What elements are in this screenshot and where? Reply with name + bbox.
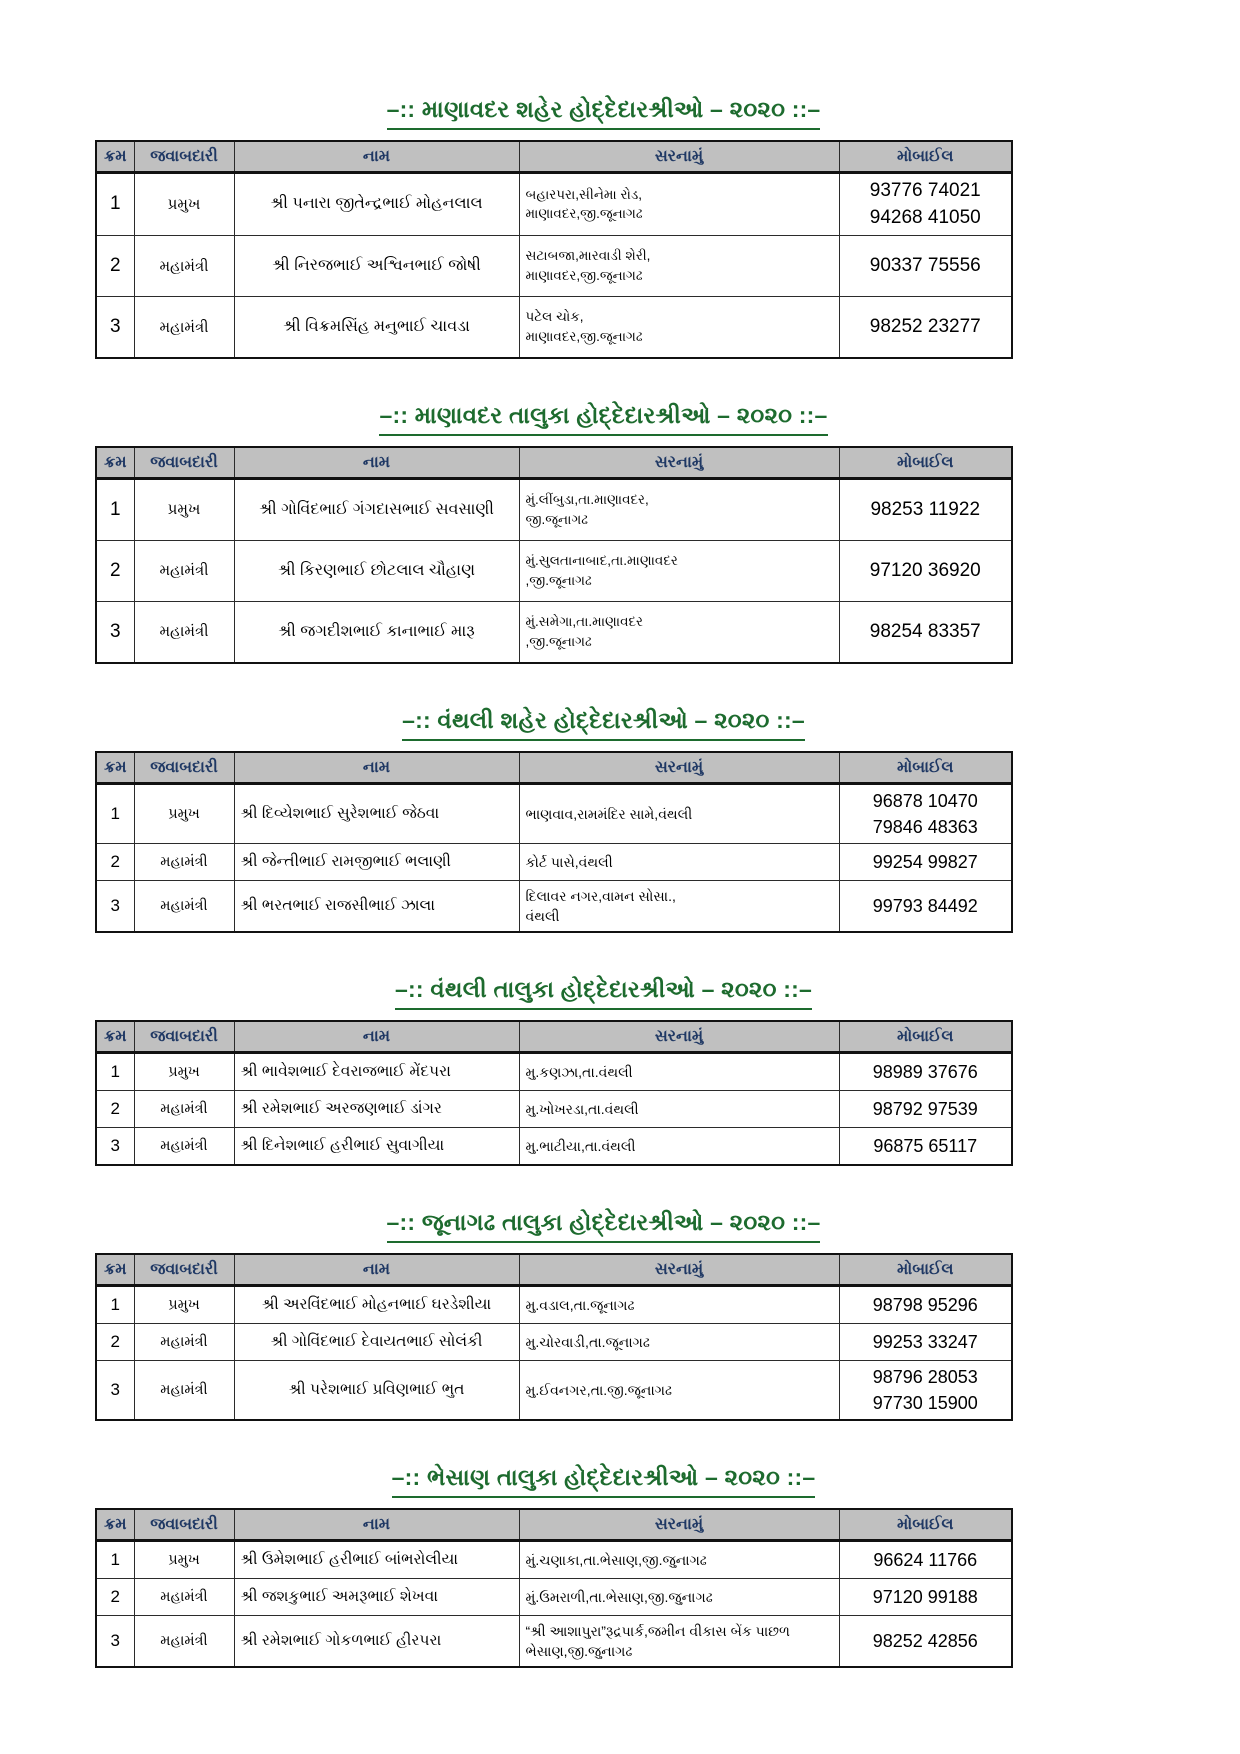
cell-person-name: શ્રી નિરજભાઈ અશ્વિનભાઈ જોષી bbox=[234, 236, 519, 297]
table-header-row bbox=[96, 752, 1012, 784]
text-line: “શ્રી આશાપુરા”રૂદ્રપાર્ક,જમીન વીકાસ બેંક પાછળ bbox=[525, 1622, 790, 1639]
column-header-address: સરનામું bbox=[519, 447, 839, 479]
text-line: બહારપરા,સીનેમા રોડ, bbox=[525, 186, 642, 202]
column-header-address: સરનામું bbox=[519, 1254, 839, 1286]
cell-serial-number: 2 bbox=[96, 1579, 134, 1616]
table-header-row bbox=[96, 1254, 1012, 1286]
cell-address bbox=[519, 1616, 839, 1668]
section-title: –:: જૂનાગઢ તાલુકા હોદ્દેદારશ્રીઓ – ૨૦૨૦ ::– bbox=[387, 1208, 821, 1243]
cell-serial-number: 2 bbox=[96, 236, 134, 297]
officer-section bbox=[95, 706, 1112, 933]
text-line: ,જી.જૂનાગઢ bbox=[525, 572, 592, 588]
cell-person-name: શ્રી રમેશભાઈ અરજણભાઈ ડાંગર bbox=[234, 1091, 519, 1128]
cell-address bbox=[519, 297, 839, 359]
table-row bbox=[96, 783, 1012, 843]
text-line: માણાવદર,જી.જૂનાગઢ bbox=[525, 268, 643, 284]
cell-designation: મહામંત્રી bbox=[134, 1323, 234, 1360]
table-row bbox=[96, 1579, 1012, 1616]
section-title: –:: વંથલી તાલુકા હોદ્દેદારશ્રીઓ – ૨૦૨૦ ::– bbox=[395, 975, 812, 1010]
cell-address: મું.ચણાકા,તા.ભેસાણ,જી.જુનાગઢ bbox=[519, 1541, 839, 1579]
table-header-row bbox=[96, 1021, 1012, 1053]
text-line: પટેલ ચોક, bbox=[525, 309, 584, 325]
text-line: વંથલી bbox=[525, 908, 560, 925]
cell-address bbox=[519, 540, 839, 601]
text-line: સટાબજા,મારવાડી શેરી, bbox=[525, 248, 651, 264]
table-row bbox=[96, 1285, 1012, 1323]
column-header-mobile: મોબાઈલ bbox=[839, 1254, 1012, 1286]
cell-address: ભાણવાવ,રામમંદિર સામે,વંથલી bbox=[519, 783, 839, 843]
table-row bbox=[96, 881, 1012, 933]
table-row bbox=[96, 1091, 1012, 1128]
cell-serial-number: 3 bbox=[96, 1616, 134, 1668]
cell-serial-number: 1 bbox=[96, 783, 134, 843]
cell-designation: મહામંત્રી bbox=[134, 1579, 234, 1616]
cell-mobile-number bbox=[839, 1360, 1012, 1420]
column-header-name: નામ bbox=[234, 141, 519, 173]
table-row bbox=[96, 1360, 1012, 1420]
cell-person-name: શ્રી રમેશભાઈ ગોકળભાઈ હીરપરા bbox=[234, 1616, 519, 1668]
column-header-role: જવાબદારી bbox=[134, 141, 234, 173]
text-line: 97730 15900 bbox=[872, 1393, 978, 1414]
cell-person-name: શ્રી પરેશભાઈ પ્રવિણભાઈ ભુત bbox=[234, 1360, 519, 1420]
column-header-krm: ક્રમ bbox=[96, 1254, 134, 1286]
cell-person-name: શ્રી કિરણભાઈ છોટલાલ ચૌહાણ bbox=[234, 540, 519, 601]
text-line: 98796 28053 bbox=[872, 1366, 978, 1387]
table-row bbox=[96, 601, 1012, 663]
table-header-row bbox=[96, 1509, 1012, 1541]
column-header-krm: ક્રમ bbox=[96, 752, 134, 784]
cell-mobile-number: 99254 99827 bbox=[839, 844, 1012, 881]
cell-address bbox=[519, 478, 839, 540]
cell-person-name: શ્રી ઉમેશભાઈ હરીભાઈ બાંભરોલીયા bbox=[234, 1541, 519, 1579]
cell-mobile-number: 99253 33247 bbox=[839, 1323, 1012, 1360]
column-header-mobile: મોબાઈલ bbox=[839, 141, 1012, 173]
column-header-name: નામ bbox=[234, 1509, 519, 1541]
cell-person-name: શ્રી ગોવિંદભાઈ ગંગદાસભાઈ સવસાણી bbox=[234, 478, 519, 540]
column-header-name: નામ bbox=[234, 1254, 519, 1286]
officer-section bbox=[95, 1208, 1112, 1421]
column-header-name: નામ bbox=[234, 752, 519, 784]
cell-address: મુ.કણઝા,તા.વંથલી bbox=[519, 1053, 839, 1091]
cell-address: કોર્ટ પાસે,વંથલી bbox=[519, 844, 839, 881]
section-title: –:: વંથલી શહેર હોદ્દેદારશ્રીઓ – ૨૦૨૦ ::– bbox=[402, 706, 805, 741]
cell-mobile-number: 99793 84492 bbox=[839, 881, 1012, 933]
cell-mobile-number: 96875 65117 bbox=[839, 1128, 1012, 1166]
cell-address: મુ.ખોખરડા,તા.વંથલી bbox=[519, 1091, 839, 1128]
column-header-mobile: મોબાઈલ bbox=[839, 1509, 1012, 1541]
cell-designation: મહામંત્રી bbox=[134, 844, 234, 881]
text-line: માણાવદર,જી.જૂનાગઢ bbox=[525, 329, 643, 345]
table-row bbox=[96, 1541, 1012, 1579]
cell-serial-number: 1 bbox=[96, 1053, 134, 1091]
section-title: –:: માણાવદર તાલુકા હોદ્દેદારશ્રીઓ – ૨૦૨૦ ::– bbox=[379, 401, 827, 436]
cell-serial-number: 1 bbox=[96, 1285, 134, 1323]
cell-person-name: શ્રી જેન્તીભાઈ રામજીભાઈ ભલાણી bbox=[234, 844, 519, 881]
cell-person-name: શ્રી દિવ્યેશભાઈ સુરેશભાઈ જેઠવા bbox=[234, 783, 519, 843]
cell-serial-number: 2 bbox=[96, 844, 134, 881]
cell-mobile-number: 97120 36920 bbox=[839, 540, 1012, 601]
cell-serial-number: 3 bbox=[96, 297, 134, 359]
text-line: 93776 74021 bbox=[869, 179, 981, 201]
table-header-row bbox=[96, 447, 1012, 479]
cell-designation: મહામંત્રી bbox=[134, 601, 234, 663]
text-line: મું.લીંબુડા,તા.માણાવદર, bbox=[525, 492, 649, 508]
cell-mobile-number: 97120 99188 bbox=[839, 1579, 1012, 1616]
cell-designation: મહામંત્રી bbox=[134, 881, 234, 933]
cell-designation: પ્રમુખ bbox=[134, 172, 234, 235]
column-header-mobile: મોબાઈલ bbox=[839, 447, 1012, 479]
cell-mobile-number: 98253 11922 bbox=[839, 478, 1012, 540]
cell-person-name: શ્રી ભાવેશભાઈ દેવરાજભાઈ મેંદપરા bbox=[234, 1053, 519, 1091]
cell-address: મુ.વડાલ,તા.જૂનાગઢ bbox=[519, 1285, 839, 1323]
section-title: –:: ભેસાણ તાલુકા હોદ્દેદારશ્રીઓ – ૨૦૨૦ ::– bbox=[392, 1463, 816, 1498]
cell-designation: મહામંત્રી bbox=[134, 1360, 234, 1420]
cell-serial-number: 1 bbox=[96, 478, 134, 540]
cell-serial-number: 2 bbox=[96, 1091, 134, 1128]
cell-designation: મહામંત્રી bbox=[134, 1128, 234, 1166]
cell-mobile-number: 98792 97539 bbox=[839, 1091, 1012, 1128]
cell-address: મુ.ભાટીયા,તા.વંથલી bbox=[519, 1128, 839, 1166]
cell-designation: પ્રમુખ bbox=[134, 1053, 234, 1091]
column-header-mobile: મોબાઈલ bbox=[839, 752, 1012, 784]
cell-designation: મહામંત્રી bbox=[134, 1616, 234, 1668]
cell-serial-number: 3 bbox=[96, 1360, 134, 1420]
cell-person-name: શ્રી જગદીશભાઈ કાનાભાઈ મારૂ bbox=[234, 601, 519, 663]
cell-person-name: શ્રી વિક્રમસિંહ મનુભાઈ ચાવડા bbox=[234, 297, 519, 359]
column-header-role: જવાબદારી bbox=[134, 752, 234, 784]
officers-table bbox=[95, 1253, 1013, 1421]
table-row bbox=[96, 297, 1012, 359]
column-header-name: નામ bbox=[234, 1021, 519, 1053]
cell-serial-number: 3 bbox=[96, 881, 134, 933]
column-header-address: સરનામું bbox=[519, 1021, 839, 1053]
cell-person-name: શ્રી ભરતભાઈ રાજસીભાઈ ઝાલા bbox=[234, 881, 519, 933]
cell-mobile-number bbox=[839, 172, 1012, 235]
officers-table bbox=[95, 1508, 1013, 1668]
cell-address bbox=[519, 601, 839, 663]
table-row bbox=[96, 1616, 1012, 1668]
text-line: ભેસાણ,જી.જુનાગઢ bbox=[525, 1643, 633, 1660]
text-line: જી.જૂનાગઢ bbox=[525, 511, 588, 527]
officer-section bbox=[95, 1463, 1112, 1668]
table-row bbox=[96, 540, 1012, 601]
cell-mobile-number: 90337 75556 bbox=[839, 236, 1012, 297]
cell-designation: મહામંત્રી bbox=[134, 540, 234, 601]
cell-serial-number: 3 bbox=[96, 601, 134, 663]
column-header-role: જવાબદારી bbox=[134, 1021, 234, 1053]
text-line: 96878 10470 bbox=[872, 790, 978, 811]
cell-person-name: શ્રી દિનેશભાઈ હરીભાઈ સુવાગીયા bbox=[234, 1128, 519, 1166]
table-row bbox=[96, 236, 1012, 297]
column-header-krm: ક્રમ bbox=[96, 141, 134, 173]
cell-address: મુ.ચોરવાડી,તા.જૂનાગઢ bbox=[519, 1323, 839, 1360]
cell-address: મુ.ઈવનગર,તા.જી.જૂનાગઢ bbox=[519, 1360, 839, 1420]
text-line: દિલાવર નગર,વામન સોસા., bbox=[525, 887, 676, 904]
section-title: –:: માણાવદર શહેર હોદ્દેદારશ્રીઓ – ૨૦૨૦ ::– bbox=[387, 95, 821, 130]
cell-mobile-number: 98252 42856 bbox=[839, 1616, 1012, 1668]
text-line: 94268 41050 bbox=[869, 207, 981, 229]
text-line: મું.સમેગા,તા.માણાવદર bbox=[525, 614, 644, 630]
officer-section bbox=[95, 975, 1112, 1166]
text-line: માણાવદર,જી.જૂનાગઢ bbox=[525, 206, 643, 222]
cell-mobile-number: 98254 83357 bbox=[839, 601, 1012, 663]
table-row bbox=[96, 172, 1012, 235]
cell-serial-number: 1 bbox=[96, 1541, 134, 1579]
officer-section bbox=[95, 401, 1112, 664]
column-header-role: જવાબદારી bbox=[134, 447, 234, 479]
cell-address bbox=[519, 236, 839, 297]
column-header-krm: ક્રમ bbox=[96, 1021, 134, 1053]
column-header-address: સરનામું bbox=[519, 1509, 839, 1541]
cell-mobile-number bbox=[839, 783, 1012, 843]
column-header-role: જવાબદારી bbox=[134, 1509, 234, 1541]
column-header-address: સરનામું bbox=[519, 752, 839, 784]
table-row bbox=[96, 1128, 1012, 1166]
column-header-name: નામ bbox=[234, 447, 519, 479]
text-line: મું.સુલતાનાબાદ,તા.માણાવદર bbox=[525, 553, 678, 569]
cell-designation: મહામંત્રી bbox=[134, 1091, 234, 1128]
table-header-row bbox=[96, 141, 1012, 173]
cell-person-name: શ્રી અરવિંદભાઈ મોહનભાઈ ઘરડેશીયા bbox=[234, 1285, 519, 1323]
cell-serial-number: 2 bbox=[96, 540, 134, 601]
cell-designation: પ્રમુખ bbox=[134, 1285, 234, 1323]
cell-designation: પ્રમુખ bbox=[134, 1541, 234, 1579]
cell-designation: પ્રમુખ bbox=[134, 478, 234, 540]
table-row bbox=[96, 478, 1012, 540]
officers-table bbox=[95, 751, 1013, 933]
cell-person-name: શ્રી જશકુભાઈ અમરૂભાઈ શેખવા bbox=[234, 1579, 519, 1616]
cell-designation: પ્રમુખ bbox=[134, 783, 234, 843]
text-line: ,જી.જૂનાગઢ bbox=[525, 633, 592, 649]
column-header-address: સરનામું bbox=[519, 141, 839, 173]
officers-table bbox=[95, 446, 1013, 664]
column-header-krm: ક્રમ bbox=[96, 1509, 134, 1541]
officer-section bbox=[95, 95, 1112, 359]
cell-serial-number: 3 bbox=[96, 1128, 134, 1166]
table-row bbox=[96, 844, 1012, 881]
cell-serial-number: 2 bbox=[96, 1323, 134, 1360]
cell-serial-number: 1 bbox=[96, 172, 134, 235]
cell-mobile-number: 98989 37676 bbox=[839, 1053, 1012, 1091]
officers-table bbox=[95, 1020, 1013, 1166]
text-line: 79846 48363 bbox=[872, 817, 978, 837]
cell-mobile-number: 98252 23277 bbox=[839, 297, 1012, 359]
cell-designation: મહામંત્રી bbox=[134, 236, 234, 297]
cell-mobile-number: 96624 11766 bbox=[839, 1541, 1012, 1579]
cell-address: મું.ઉમરાળી,તા.ભેસાણ,જી.જુનાગઢ bbox=[519, 1579, 839, 1616]
cell-designation: મહામંત્રી bbox=[134, 297, 234, 359]
table-row bbox=[96, 1323, 1012, 1360]
cell-person-name: શ્રી પનારા જીતેન્દ્રભાઈ મોહનલાલ bbox=[234, 172, 519, 235]
column-header-role: જવાબદારી bbox=[134, 1254, 234, 1286]
table-row bbox=[96, 1053, 1012, 1091]
cell-person-name: શ્રી ગોવિંદભાઈ દેવાયતભાઈ સોલંકી bbox=[234, 1323, 519, 1360]
column-header-mobile: મોબાઈલ bbox=[839, 1021, 1012, 1053]
cell-address bbox=[519, 172, 839, 235]
column-header-krm: ક્રમ bbox=[96, 447, 134, 479]
cell-mobile-number: 98798 95296 bbox=[839, 1285, 1012, 1323]
officers-table bbox=[95, 140, 1013, 359]
cell-address bbox=[519, 881, 839, 933]
sections-container bbox=[95, 95, 1112, 1668]
